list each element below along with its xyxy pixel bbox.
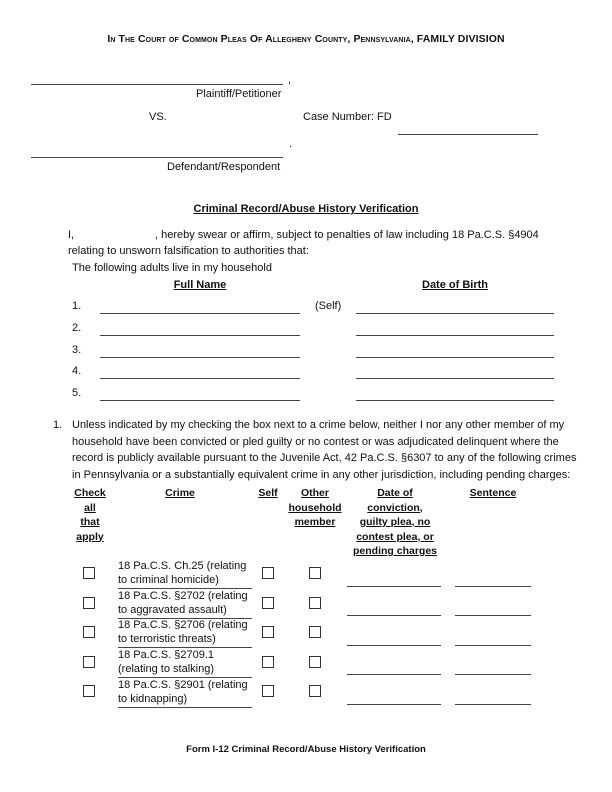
oath-line-1: , hereby swear or affirm, subject to penalties of law including 18 Pa.C.S. §4904 [155, 229, 539, 241]
crime-label: 18 Pa.C.S. §2706 (relating to terroristic threats) [118, 618, 252, 648]
sentence-header: Sentence [469, 487, 517, 499]
row-number: 4. [72, 365, 82, 377]
crime-label: 18 Pa.C.S. Ch.25 (relating to criminal homicide) [118, 559, 252, 589]
defendant-name-line[interactable] [31, 157, 283, 158]
dob-line[interactable] [356, 313, 554, 314]
dob-line[interactable] [356, 400, 554, 401]
other-member-checkbox[interactable] [309, 626, 321, 638]
row-number: 1. [72, 300, 82, 312]
check-all-checkbox[interactable] [83, 656, 95, 668]
crime-label: 18 Pa.C.S. §2709.1 (relating to stalking) [118, 648, 252, 678]
check-all-header: Check all that apply [74, 487, 106, 543]
row-number: 2. [72, 322, 82, 334]
full-name-line[interactable] [100, 400, 300, 401]
crime-header: Crime [165, 487, 195, 499]
full-name-line[interactable] [100, 378, 300, 379]
full-name-line[interactable] [100, 313, 300, 314]
dob-line[interactable] [356, 335, 554, 336]
check-all-checkbox[interactable] [83, 685, 95, 697]
plaintiff-comma: , [288, 74, 292, 86]
self-checkbox[interactable] [262, 626, 274, 638]
date-line[interactable] [347, 704, 441, 705]
defendant-label: Defendant/Respondent [167, 161, 281, 173]
sentence-line[interactable] [455, 704, 531, 705]
section-1-line: record is publicly available pursuant to the Juvenile Act, 42 Pa.C.S. §6307 to any of the following crimes [72, 452, 577, 464]
row-number: 5. [72, 387, 82, 399]
section-1-line: in Pennsylvania or a substantially equivalent crime in any other jurisdiction, including pending charges: [72, 469, 571, 481]
plaintiff-label: Plaintiff/Petitioner [196, 88, 282, 100]
date-line[interactable] [347, 645, 441, 646]
row-number: 3. [72, 344, 82, 356]
sentence-line[interactable] [455, 615, 531, 616]
dob-header: Date of Birth [422, 279, 488, 291]
check-all-checkbox[interactable] [83, 597, 95, 609]
oath-prefix: I, [68, 229, 75, 241]
full-name-line[interactable] [100, 357, 300, 358]
court-caption: In The Court of Common Pleas Of Allegheny County, Pennsylvania, FAMILY DIVISION [107, 33, 505, 45]
check-all-checkbox[interactable] [83, 626, 95, 638]
case-number-line[interactable] [398, 134, 538, 135]
other-member-checkbox[interactable] [309, 597, 321, 609]
check-all-checkbox[interactable] [83, 567, 95, 579]
plaintiff-name-line[interactable] [31, 84, 283, 85]
crime-label: 18 Pa.C.S. §2702 (relating to aggravated assault) [118, 589, 252, 619]
case-number-label: Case Number: FD [303, 111, 392, 123]
other-member-checkbox[interactable] [309, 567, 321, 579]
sentence-line[interactable] [455, 645, 531, 646]
section-1-line: household have been convicted or pled guilty or no contest or was adjudicated delinquent where the [72, 436, 559, 448]
date-line[interactable] [347, 615, 441, 616]
dob-line[interactable] [356, 357, 554, 358]
date-header: Date of conviction, guilty plea, no contest plea, or pending charges [352, 487, 437, 557]
date-line[interactable] [347, 674, 441, 675]
other-member-header: Other household member [288, 487, 342, 528]
full-name-header: Full Name [173, 279, 227, 291]
self-header: Self [258, 487, 278, 499]
vs-label: VS. [149, 111, 167, 123]
self-checkbox[interactable] [262, 656, 274, 668]
form-title: Criminal Record/Abuse History Verification [193, 203, 419, 215]
sentence-line[interactable] [455, 586, 531, 587]
section-1-number: 1. [53, 419, 63, 431]
self-label: (Self) [315, 300, 342, 312]
dob-line[interactable] [356, 378, 554, 379]
date-line[interactable] [347, 586, 441, 587]
section-1-line: Unless indicated by my checking the box next to a crime below, neither I nor any other member of my [72, 419, 565, 431]
other-member-checkbox[interactable] [309, 656, 321, 668]
form-footer: Form I-12 Criminal Record/Abuse History Verification [186, 744, 426, 755]
other-member-checkbox[interactable] [309, 685, 321, 697]
household-intro: The following adults live in my household [72, 262, 272, 274]
full-name-line[interactable] [100, 335, 300, 336]
self-checkbox[interactable] [262, 597, 274, 609]
sentence-line[interactable] [455, 674, 531, 675]
oath-line-2: relating to unsworn falsification to authorities that: [68, 245, 309, 257]
self-checkbox[interactable] [262, 685, 274, 697]
self-checkbox[interactable] [262, 567, 274, 579]
defendant-period: . [289, 138, 293, 150]
crime-label: 18 Pa.C.S. §2901 (relating to kidnapping) [118, 678, 252, 708]
